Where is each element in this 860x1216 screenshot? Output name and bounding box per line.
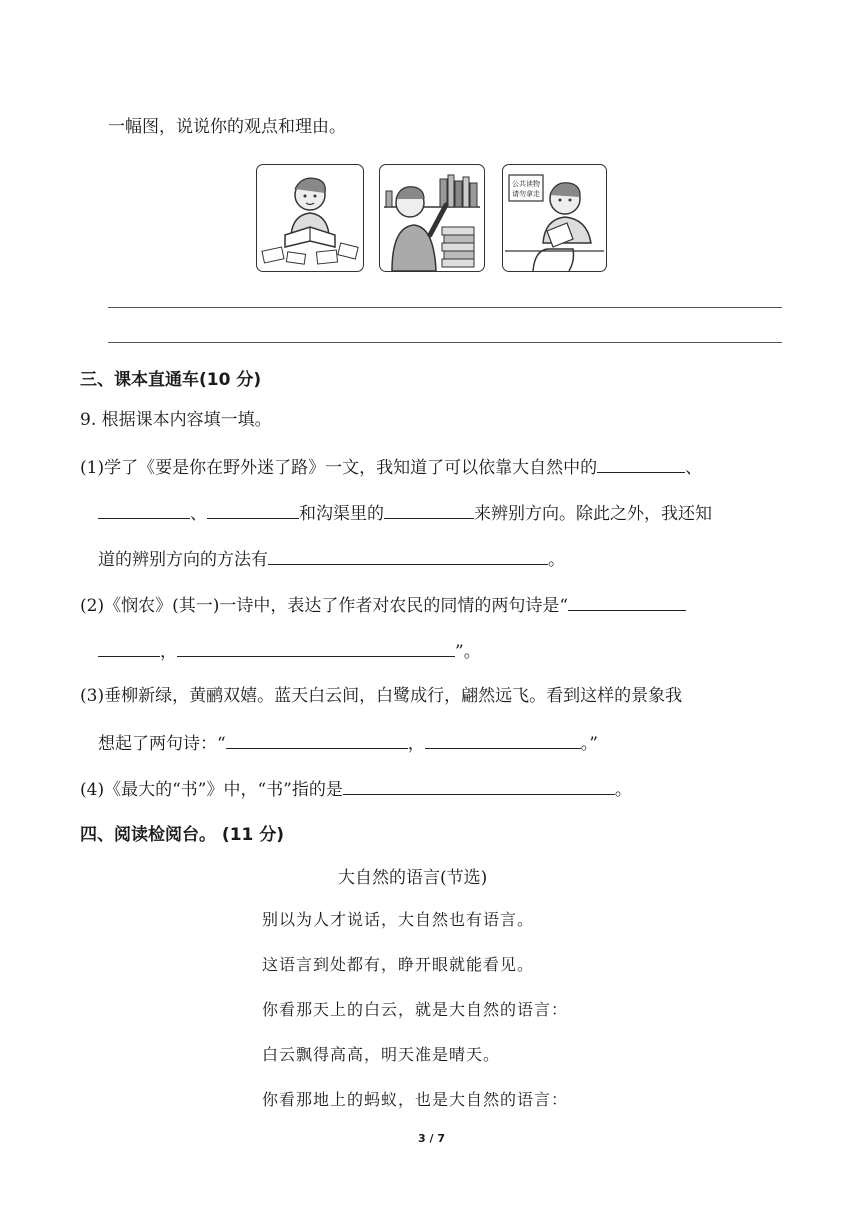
poem-line: 你看那天上的白云，就是大自然的语言： (262, 1000, 569, 1019)
question-9-part-2-line-1 (80, 593, 686, 617)
text-segment: 道的辨别方向的方法有 (98, 550, 268, 570)
poem-title-main: 大自然的语言 (338, 868, 440, 888)
text-segment: 。 (548, 550, 565, 570)
answer-line-1[interactable] (108, 307, 782, 308)
sign-line-2: 请勿拿走 (512, 190, 540, 198)
poem-line: 你看那地上的蚂蚁，也是大自然的语言： (262, 1090, 569, 1109)
text-segment: (1)学了《要是你在野外迷了路》一文，我知道了可以依靠大自然中的 (80, 458, 598, 478)
boy-shelving-books-icon (380, 165, 484, 271)
question-9-part-1-line-1 (80, 455, 702, 479)
question-9-part-3-line-2 (98, 731, 598, 755)
fill-blank[interactable] (177, 639, 455, 657)
text-segment: ， (407, 734, 425, 754)
answer-line-2[interactable] (108, 342, 782, 343)
fill-blank[interactable] (98, 501, 190, 519)
fill-blank[interactable] (568, 593, 686, 611)
text-segment: 和沟渠里的 (299, 504, 384, 524)
question-9-part-4 (80, 777, 632, 801)
fill-blank[interactable] (226, 731, 408, 749)
question-8-prompt: 一幅图，说说你的观点和理由。 (108, 117, 346, 137)
text-segment: 。 (614, 780, 632, 800)
text-segment: ， (160, 642, 177, 662)
section-3-heading: 三、课本直通车(10 分) (80, 370, 262, 390)
question-9-part-1-line-2 (98, 501, 712, 525)
text-segment: (2)《悯农》(其一)一诗中，表达了作者对农民的同情的两句诗是“ (80, 596, 569, 616)
fill-blank[interactable] (597, 455, 685, 473)
fill-blank[interactable] (343, 777, 615, 795)
picture-boy-public-books-sign (502, 164, 607, 272)
boy-public-books-sign-icon (503, 165, 606, 271)
picture-boy-reading-messy-books (256, 164, 364, 272)
poem-line: 白云飘得高高，明天准是晴天。 (262, 1045, 501, 1064)
page-number: 3 / 7 (418, 1132, 445, 1145)
fill-blank[interactable] (98, 639, 160, 657)
poem-line: 别以为人才说话，大自然也有语言。 (262, 910, 535, 929)
question-9-part-1-line-3 (98, 547, 565, 571)
text-segment: 想起了两句诗：“ (98, 734, 226, 754)
question-9-part-2-line-2 (98, 639, 481, 663)
poem-title (338, 863, 487, 888)
question-9-part-3-line-1: (3)垂柳新绿，黄鹂双嬉。蓝天白云间，白鹭成行，翩然远飞。看到这样的景象我 (80, 686, 683, 706)
poem-title-suffix: (节选) (440, 868, 488, 888)
fill-blank[interactable] (384, 501, 474, 519)
text-segment: ”。 (455, 642, 481, 662)
picture-boy-shelving-books (379, 164, 485, 272)
question-9-stem: 9. 根据课本内容填一填。 (80, 410, 272, 430)
text-segment: 来辨别方向。除此之外，我还知 (474, 504, 712, 524)
text-segment: 。” (580, 734, 598, 754)
text-segment: (4)《最大的“书”》中，“书”指的是 (80, 780, 343, 800)
poem-line: 这语言到处都有，睁开眼就能看见。 (262, 955, 535, 974)
fill-blank[interactable] (207, 501, 299, 519)
text-segment: 、 (190, 504, 207, 524)
sign-line-1: 公共读物 (512, 180, 540, 188)
fill-blank[interactable] (268, 547, 548, 565)
fill-blank[interactable] (425, 731, 581, 749)
boy-reading-messy-books-icon (257, 165, 363, 271)
section-4-heading: 四、阅读检阅台。 (11 分) (80, 825, 285, 845)
text-segment: 、 (685, 458, 703, 478)
